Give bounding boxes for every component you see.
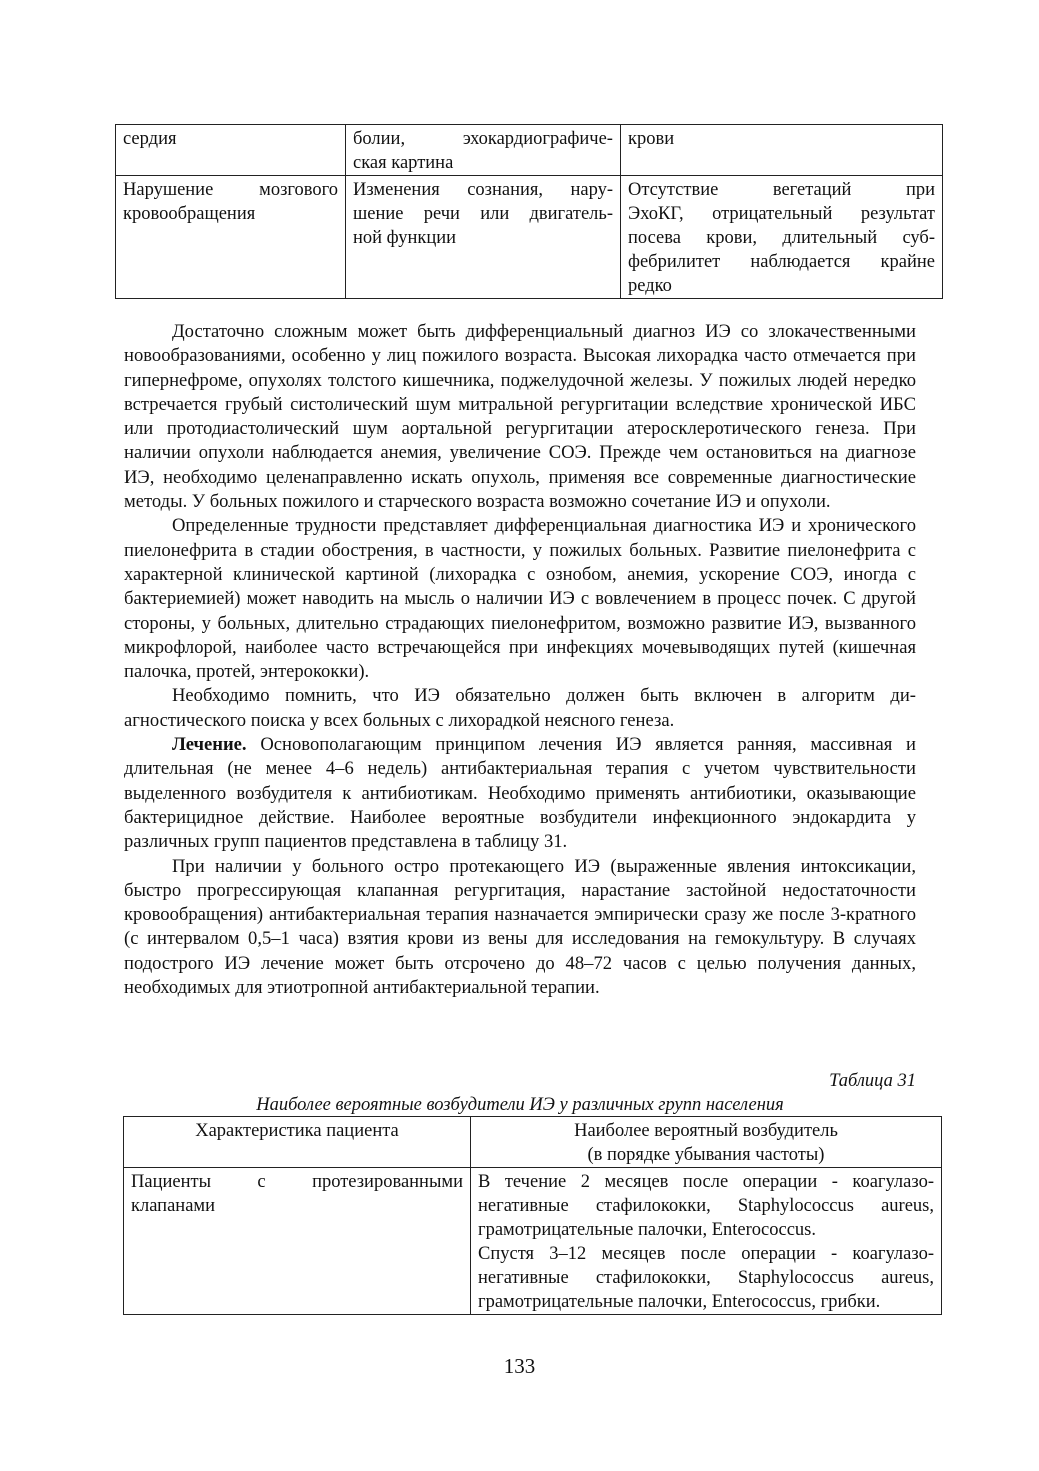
cell-text: Пациенты с протезированными клапанами	[131, 1172, 463, 1216]
paragraph	[124, 320, 916, 514]
table-header-row	[124, 1117, 942, 1168]
header-text: Наиболее вероятный возбудитель	[574, 1121, 838, 1141]
cell-line: сердия	[123, 129, 177, 149]
table-cell	[620, 125, 942, 176]
paragraph-text: Определенные трудности представляет дифференциальная диагностика ИЭ и хронического пиелонефрита в стадии обострения, в частности, у пожилых больных. Развитие пиелонефрита с характерной клинической картиной (лихорадка с ознобом, анемия, ускорение СОЭ, иногда с бактериемией) может наводить на мысль о наличии ИЭ с вовлечением в процесс почек. С другой стороны, у больных, длительно страдающих пиелонефритом, возможно развитие ИЭ, вызванного микрофлорой, наиболее часто встречающейся при инфекциях мочевыводящих путей (кишечная палочка, протей, энтерококки).	[124, 515, 916, 683]
paragraph-text: Необходимо помнить, что ИЭ обязательно должен быть включен в алгоритм диагностического поиска у всех больных с лихорадкой неясного генеза.	[124, 685, 916, 731]
paragraph-text: При наличии у больного остро протекающего ИЭ (выраженные явления интоксикации, быстро прогрессирующая клапанная регургитация, нарастание застойной недостаточности кровообращения) антибактериальная терапия назначается эмпирически сразу же после 3-кратного (с интервалом 0,5–1 часа) взятия крови из вены для исследования на гемокультуру. В случаях подострого ИЭ лечение может быть отсрочено до 48–72 часов с целью получения данных, необходимых для этиотропной антибактериальной терапии.	[124, 855, 916, 999]
table-cell	[346, 176, 621, 299]
cell-line: ной функции	[353, 228, 457, 248]
cell-line: Нарушение мозгового	[123, 180, 338, 200]
cell-line: Изменения сознания, нару-	[353, 180, 613, 200]
paragraph-text: Основополагающим принципом лечения ИЭ является ранняя, массивная и длительная (не менее 4–6 недель) антибактериальная терапия с учетом чувствительности выделенного возбудителя к антибиотикам. Необходимо применять антибиотики, оказывающие бактерицидное действие. Наиболее вероятные возбудители инфекционного эндокардита у различных групп пациентов представлена в таблицу 31.	[124, 734, 916, 853]
table-header-cell	[471, 1117, 942, 1168]
pathogens-table	[123, 1116, 942, 1315]
section-heading-treatment: Лечение.	[172, 734, 247, 756]
table-cell	[620, 176, 942, 299]
body-text	[124, 320, 916, 1000]
paragraph	[124, 684, 916, 733]
cell-line: редко	[627, 276, 672, 296]
table-caption: Наиболее вероятные возбудители ИЭ у различных групп населения	[256, 1095, 784, 1115]
cell-line: болии, эхокардиографиче-	[353, 129, 613, 149]
paragraph	[124, 733, 916, 854]
cell-line: шение речи или двигатель-	[353, 204, 613, 224]
table-label: Таблица 31	[829, 1071, 916, 1091]
cell-line: посева крови, длительный суб-	[627, 228, 935, 248]
differential-diagnosis-table	[115, 124, 943, 299]
table-header-cell	[124, 1117, 471, 1168]
page-number: 133	[503, 1354, 536, 1378]
header-text: (в порядке убывания частоты)	[587, 1145, 825, 1165]
cell-line: крови	[627, 129, 675, 149]
cell-line: Отсутствие вегетаций при	[627, 180, 935, 200]
table-cell	[124, 1168, 471, 1315]
cell-line: кровообращения	[123, 204, 256, 224]
cell-line: ЭхоКГ, отрицательный результат	[627, 204, 935, 224]
cell-text: В течение 2 месяцев после операции - коагулазонегативные стафилококки, Staphylococcus aureus, грамотрицательные палочки, Enterococcus.	[478, 1172, 934, 1240]
paragraph	[124, 514, 916, 684]
cell-line: ская картина	[353, 153, 454, 173]
table-cell	[116, 125, 346, 176]
table-cell	[346, 125, 621, 176]
cell-line: фебрилитет наблюдается крайне	[627, 252, 935, 272]
cell-text: Спустя 3–12 месяцев после операции - коагулазонегативные стафилококки, Staphylococcus aureus, грамотрицательные палочки, Enterococcus, грибки.	[478, 1244, 934, 1312]
table-row	[124, 1168, 942, 1315]
paragraph	[124, 855, 916, 1001]
table-cell	[116, 176, 346, 299]
table-cell	[471, 1168, 942, 1315]
paragraph-text: Достаточно сложным может быть дифференциальный диагноз ИЭ со злокачественными новообразованиями, особенно у лиц пожилого возраста. Высокая лихорадка часто отмечается при гипернефроме, опухолях толстого кишечника, поджелудочной железы. У пожилых людей нередко встречается грубый систолический шум митральной регургитации вследствие хронической ИБС или протодиастолический шум аортальной регургитации атеросклеротического генеза. При наличии опухоли наблюдается анемия, увеличение СОЭ. Прежде чем остановиться на диагнозе ИЭ, необходимо целенаправленно искать опухоль, применяя все современные диагностические методы. У больных пожилого и старческого возраста возможно сочетание ИЭ и опухоли.	[124, 321, 916, 513]
table-row	[116, 125, 943, 176]
table-row	[116, 176, 943, 299]
header-text: Характеристика пациента	[195, 1121, 399, 1141]
